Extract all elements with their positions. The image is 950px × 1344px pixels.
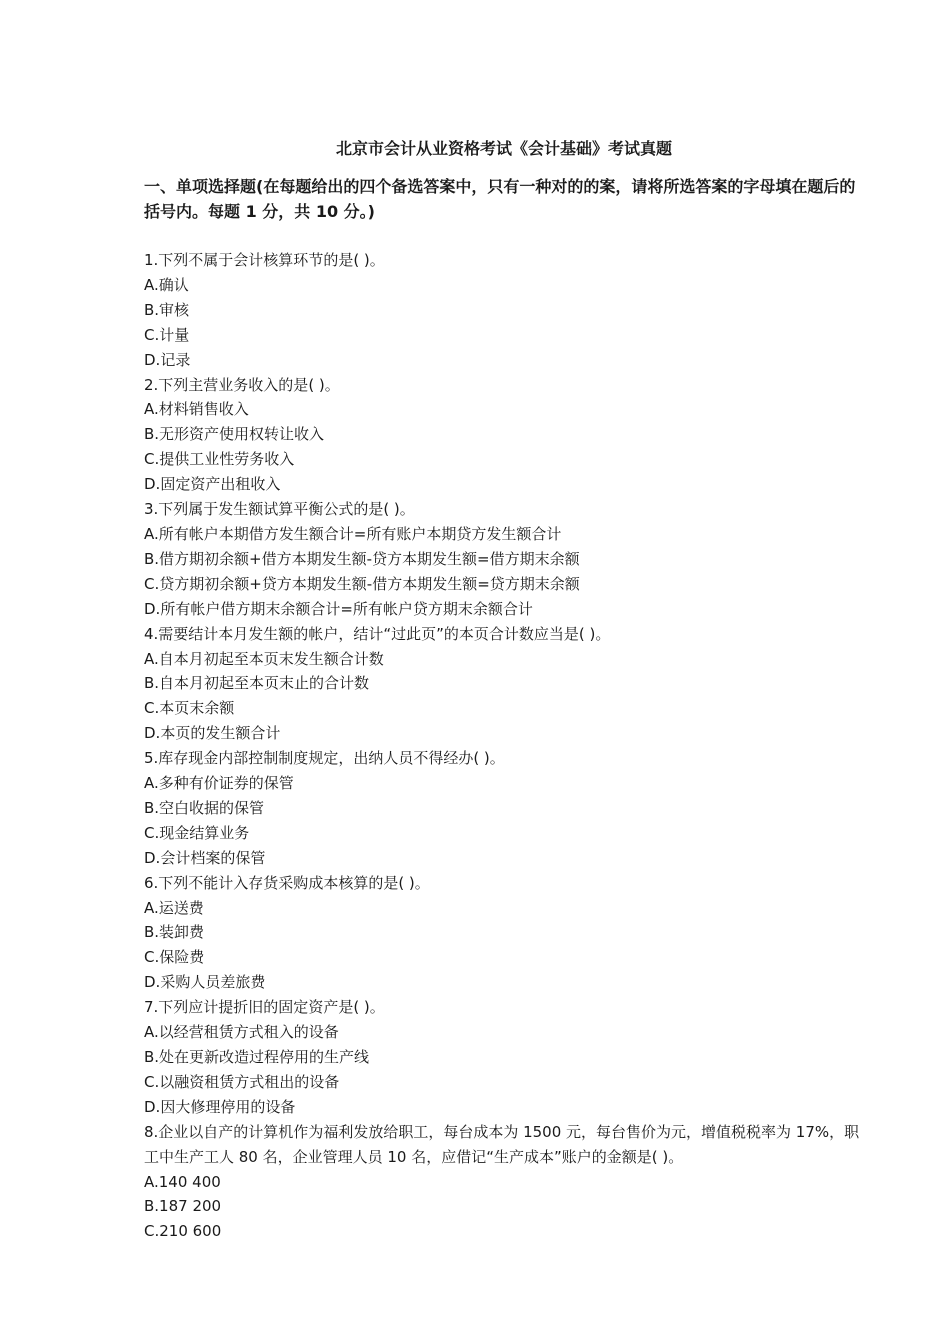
question-stem: 5.库存现金内部控制制度规定，出纳人员不得经办( )。 — [144, 749, 505, 768]
question-list — [144, 248, 864, 1244]
question-stem: 8.企业以自产的计算机作为福利发放给职工，每台成本为 1500 元，每台售价为元，增值税税率为 17%，职工中生产工人 80 名，企业管理人员 10 名，应借记“生产成本”账户的金额是( )。 — [144, 1122, 860, 1166]
answer-option: C.210 600 — [144, 1222, 222, 1241]
answer-option: D.固定资产出租收入 — [144, 475, 281, 494]
answer-option: D.会计档案的保管 — [144, 848, 266, 867]
answer-option: B.自本月初起至本页末止的合计数 — [144, 674, 370, 693]
answer-option: B.空白收据的保管 — [144, 798, 265, 817]
question-stem: 1.下列不属于会计核算环节的是( )。 — [144, 251, 385, 269]
answer-option: A.以经营租赁方式租入的设备 — [144, 1023, 339, 1042]
answer-option: B.借方期初余额+借方本期发生额-贷方本期发生额=借方期末余额 — [144, 549, 580, 568]
answer-option: C.保险费 — [144, 948, 205, 967]
answer-option: A.所有帐户本期借方发生额合计=所有账户本期贷方发生额合计 — [144, 524, 562, 543]
answer-option: D.因大修理停用的设备 — [144, 1097, 296, 1116]
answer-option: B.装卸费 — [144, 923, 205, 942]
answer-option: C.计量 — [144, 325, 190, 344]
answer-option: B.187 200 — [144, 1197, 222, 1216]
answer-option: A.多种有价证券的保管 — [144, 774, 294, 793]
answer-option: A.确认 — [144, 275, 189, 294]
answer-option: B.处在更新改造过程停用的生产线 — [144, 1048, 370, 1066]
answer-option: A.运送费 — [144, 898, 204, 917]
answer-option: D.采购人员差旅费 — [144, 973, 266, 992]
question-stem: 3.下列属于发生额试算平衡公式的是( )。 — [144, 500, 415, 519]
answer-option: D.本页的发生额合计 — [144, 724, 281, 743]
answer-option: B.审核 — [144, 300, 190, 319]
document-title: 北京市会计从业资格考试《会计基础》考试真题 — [335, 139, 672, 158]
question-stem: 2.下列主营业务收入的是( )。 — [144, 375, 340, 394]
answer-option: C.以融资租赁方式租出的设备 — [144, 1072, 340, 1091]
question-stem: 4.需要结计本月发生额的帐户，结计“过此页”的本页合计数应当是( )。 — [144, 624, 611, 643]
answer-option: C.现金结算业务 — [144, 823, 250, 842]
answer-option: D.记录 — [144, 350, 191, 369]
answer-option: C.提供工业性劳务收入 — [144, 450, 295, 469]
answer-option: C.贷方期初余额+贷方本期发生额-借方本期发生额=贷方期末余额 — [144, 574, 580, 593]
section-heading: 一、单项选择题(在每题给出的四个备选答案中，只有一种对的的案，请将所选答案的字母填在题后的括号内。每题 1 分，共 10 分。) — [144, 177, 856, 221]
answer-option: A.自本月初起至本页末发生额合计数 — [144, 649, 384, 668]
answer-option: D.所有帐户借方期末余额合计=所有帐户贷方期末余额合计 — [144, 599, 533, 618]
answer-option: B.无形资产使用权转让收入 — [144, 425, 325, 444]
question-stem: 7.下列应计提折旧的固定资产是( )。 — [144, 998, 385, 1017]
answer-option: A.140 400 — [144, 1172, 221, 1191]
answer-option: A.材料销售收入 — [144, 400, 249, 419]
question-stem: 6.下列不能计入存货采购成本核算的是( )。 — [144, 873, 430, 892]
answer-option: C.本页末余额 — [144, 699, 235, 718]
